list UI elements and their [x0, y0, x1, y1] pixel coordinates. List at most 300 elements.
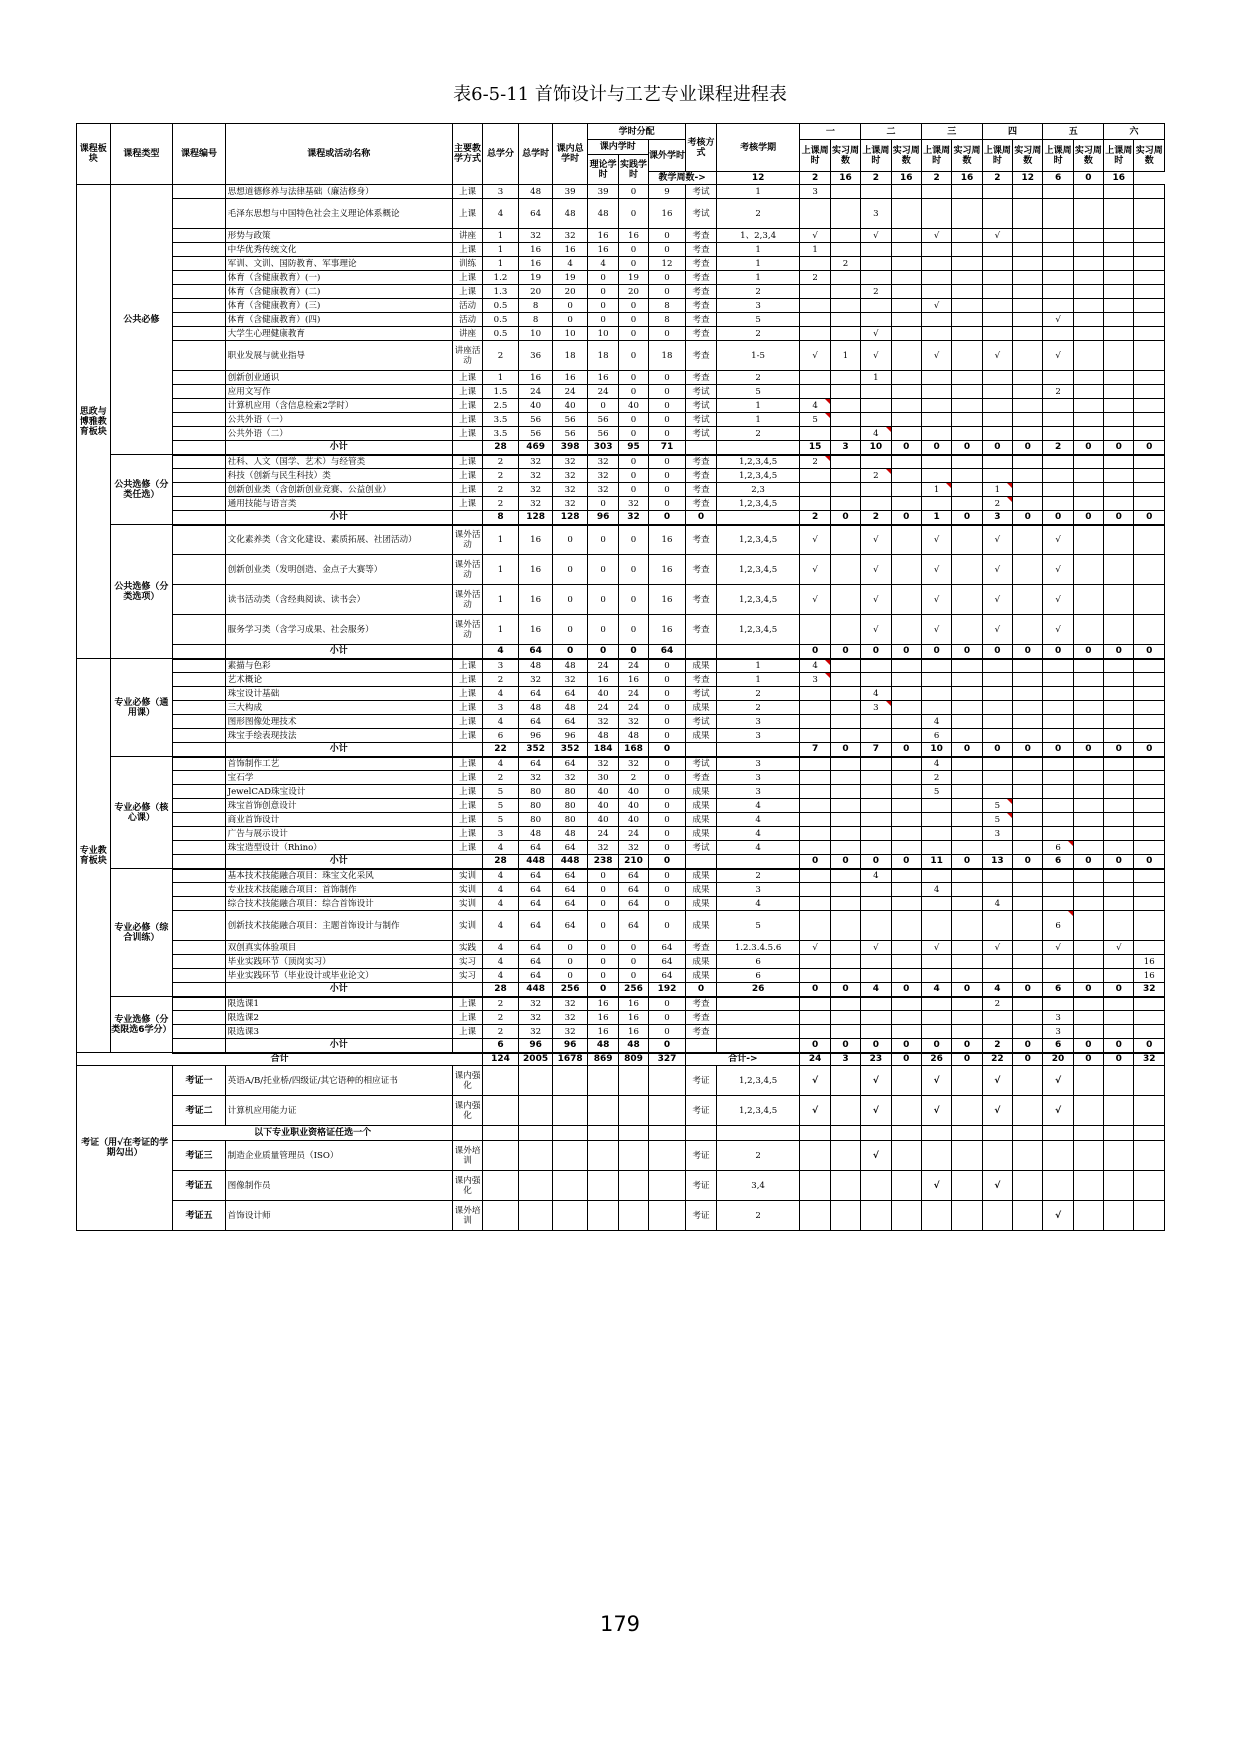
subtotal-value: 96	[518, 1039, 553, 1053]
week-value	[952, 715, 982, 729]
week-value	[891, 385, 921, 399]
board-label: 考证（用√在考证的学期勾出）	[77, 1066, 173, 1231]
theory-hours: 48	[587, 199, 618, 229]
week-value	[921, 659, 951, 673]
week-value: 3	[1043, 1025, 1073, 1039]
week-value	[1043, 413, 1073, 427]
teaching-method: 讲座	[452, 229, 482, 243]
week-value: 5	[921, 785, 951, 799]
outside-hours: 0	[648, 413, 686, 427]
week-value	[1134, 1011, 1165, 1025]
empty-cell	[619, 1126, 648, 1141]
course-code	[173, 511, 225, 525]
cert-week	[1104, 1141, 1134, 1171]
method	[452, 983, 482, 997]
week-value	[1104, 371, 1134, 385]
empty-cell	[553, 1066, 588, 1096]
total-hours: 36	[518, 341, 553, 371]
week-value	[1104, 341, 1134, 371]
credits: 3	[483, 659, 519, 673]
week-value	[952, 897, 982, 911]
subtotal-week: 0	[952, 645, 982, 659]
week-count: 2	[982, 172, 1012, 185]
credits: 4	[483, 199, 519, 229]
subtotal-value: 28	[483, 983, 519, 997]
exam-term: 1,2,3,4,5	[716, 585, 800, 615]
subtotal-week: 0	[952, 441, 982, 455]
exam-method: 考查	[686, 271, 716, 285]
teaching-method: 课内强化	[452, 1171, 482, 1201]
course-name: 读书活动类（含经典阅读、读书会）	[225, 585, 452, 615]
week-value	[1134, 285, 1165, 299]
week-value	[830, 659, 860, 673]
subtotal-week: 0	[800, 1039, 830, 1053]
total-hours: 16	[518, 371, 553, 385]
total-hours: 64	[518, 199, 553, 229]
week-value	[1013, 729, 1043, 743]
cert-week	[952, 1171, 982, 1201]
week-value	[1073, 469, 1103, 483]
table-row	[77, 585, 1165, 615]
empty-cell	[483, 1171, 519, 1201]
week-value	[1134, 659, 1165, 673]
week-value	[891, 371, 921, 385]
theory-hours: 0	[587, 897, 618, 911]
week-value	[921, 799, 951, 813]
credits: 4	[483, 715, 519, 729]
total-hours: 32	[518, 673, 553, 687]
week-value	[891, 199, 921, 229]
course-name: 图形图像处理技术	[225, 715, 452, 729]
practice-hours: 16	[619, 1011, 648, 1025]
week-value	[1134, 813, 1165, 827]
week-value	[1134, 729, 1165, 743]
credits: 0.5	[483, 299, 519, 313]
theory-hours: 10	[587, 327, 618, 341]
table-row	[77, 313, 1165, 327]
total-week: 23	[861, 1053, 891, 1066]
week-value	[921, 285, 951, 299]
course-code	[173, 813, 225, 827]
exam-method: 考查	[686, 771, 716, 785]
credits: 2	[483, 455, 519, 469]
header-teaching-weeks: 教学周数->	[648, 172, 716, 185]
in-class-hours: 80	[553, 813, 588, 827]
week-value	[1073, 869, 1103, 883]
course-code	[173, 911, 225, 941]
practice-hours: 0	[619, 483, 648, 497]
teaching-method: 上课	[452, 715, 482, 729]
total-week: 0	[952, 1053, 982, 1066]
subtotal-value: 448	[518, 855, 553, 869]
empty-cell	[891, 1126, 921, 1141]
week-value	[1013, 229, 1043, 243]
practice-hours: 19	[619, 271, 648, 285]
total-week: 0	[891, 1053, 921, 1066]
course-code	[173, 615, 225, 645]
empty-cell	[587, 1141, 618, 1171]
week-value	[891, 911, 921, 941]
week-value	[952, 185, 982, 199]
exam-term: 3	[716, 883, 800, 897]
header-hours-alloc: 学时分配	[587, 124, 685, 140]
exam-term: 2	[716, 869, 800, 883]
week-value	[1104, 841, 1134, 855]
table-row	[77, 941, 1165, 955]
header-theory: 理论学时	[587, 155, 618, 185]
course-code	[173, 715, 225, 729]
credits: 5	[483, 785, 519, 799]
theory-hours: 24	[587, 659, 618, 673]
subtotal-week: 11	[921, 855, 951, 869]
cert-week	[1104, 1201, 1134, 1231]
exam-method: 成果	[686, 785, 716, 799]
week-value	[1013, 687, 1043, 701]
outside-hours: 0	[648, 701, 686, 715]
header-type: 课程类型	[110, 124, 173, 185]
header-in-class: 课内学时	[587, 140, 648, 155]
empty-cell	[518, 1096, 553, 1126]
empty-cell	[483, 1141, 519, 1171]
week-value	[800, 869, 830, 883]
week-value	[830, 243, 860, 257]
total-hours: 10	[518, 327, 553, 341]
total-hours: 64	[518, 841, 553, 855]
exam-term: 1,2,3,4,5	[716, 615, 800, 645]
subtotal-week: 0	[952, 743, 982, 757]
cert-week	[830, 1096, 860, 1126]
week-value	[982, 371, 1012, 385]
in-class-hours: 32	[553, 1025, 588, 1039]
week-value	[982, 399, 1012, 413]
teaching-method: 课内强化	[452, 1066, 482, 1096]
week-value	[1104, 257, 1134, 271]
course-name: 双创真实体验项目	[225, 941, 452, 955]
empty-cell	[587, 1126, 618, 1141]
empty-cell	[800, 1126, 830, 1141]
exam-term: 4	[716, 799, 800, 813]
subtotal-value	[686, 645, 716, 659]
course-name: JewelCAD珠宝设计	[225, 785, 452, 799]
credits: 4	[483, 969, 519, 983]
outside-hours: 0	[648, 371, 686, 385]
cert-name: 首饰设计师	[225, 1201, 452, 1231]
week-value	[1073, 813, 1103, 827]
week-value: 2	[830, 257, 860, 271]
table-row	[77, 385, 1165, 399]
course-name: 体育（含健康教育）(二)	[225, 285, 452, 299]
week-value	[861, 243, 891, 257]
cert-week	[1104, 1066, 1134, 1096]
practice-hours: 40	[619, 813, 648, 827]
exam-method: 考查	[686, 585, 716, 615]
week-value	[1013, 969, 1043, 983]
week-value	[1134, 585, 1165, 615]
week-value	[891, 715, 921, 729]
week-value	[952, 869, 982, 883]
total-week: 32	[1134, 1053, 1165, 1066]
week-value: 3	[1043, 1011, 1073, 1025]
course-schedule-table	[76, 123, 1165, 1231]
week-value	[891, 841, 921, 855]
outside-hours: 0	[648, 659, 686, 673]
week-value: √	[800, 525, 830, 555]
week-value	[952, 941, 982, 955]
empty-cell	[452, 1126, 482, 1141]
cert-week: √	[921, 1066, 951, 1096]
week-value	[1104, 299, 1134, 313]
subtotal-value: 352	[518, 743, 553, 757]
week-value: √	[921, 941, 951, 955]
in-class-hours: 64	[553, 687, 588, 701]
week-value	[1073, 997, 1103, 1011]
outside-hours: 0	[648, 799, 686, 813]
cert-week	[1073, 1066, 1103, 1096]
table-row	[77, 399, 1165, 413]
week-value	[952, 243, 982, 257]
theory-hours: 4	[587, 257, 618, 271]
in-class-hours: 80	[553, 799, 588, 813]
table-row	[77, 855, 1165, 869]
week-value	[982, 673, 1012, 687]
in-class-hours: 16	[553, 371, 588, 385]
week-value	[830, 413, 860, 427]
week-value	[891, 469, 921, 483]
week-value	[891, 483, 921, 497]
method	[452, 645, 482, 659]
week-value	[1043, 799, 1073, 813]
exam-term: 1	[716, 257, 800, 271]
credits: 5	[483, 799, 519, 813]
theory-hours: 56	[587, 427, 618, 441]
exam-term: 1	[716, 413, 800, 427]
cert-week	[1013, 1096, 1043, 1126]
week-value	[891, 701, 921, 715]
method	[452, 743, 482, 757]
exam-term: 1	[716, 673, 800, 687]
total-hours: 32	[518, 483, 553, 497]
subtotal-week: 0	[1104, 855, 1134, 869]
credits: 5	[483, 813, 519, 827]
week-value	[1104, 869, 1134, 883]
subtotal-value: 4	[483, 645, 519, 659]
theory-hours: 0	[587, 399, 618, 413]
week-value	[1104, 585, 1134, 615]
exam-method: 考查	[686, 257, 716, 271]
week-value	[1043, 715, 1073, 729]
exam-method: 考查	[686, 341, 716, 371]
course-name: 综合技术技能融合项目：综合首饰设计	[225, 897, 452, 911]
practice-hours: 16	[619, 1025, 648, 1039]
cert-week: √	[921, 1171, 951, 1201]
practice-hours: 32	[619, 715, 648, 729]
empty-cell	[619, 1171, 648, 1201]
week-value	[861, 757, 891, 771]
table-row	[77, 1025, 1165, 1039]
exam-term: 3	[716, 785, 800, 799]
cert-week: √	[1043, 1201, 1073, 1231]
empty-cell	[648, 1141, 686, 1171]
course-code	[173, 955, 225, 969]
total-value: 869	[587, 1053, 618, 1066]
week-value	[830, 827, 860, 841]
subtotal-week: 0	[1134, 645, 1165, 659]
theory-hours: 40	[587, 785, 618, 799]
course-name: 通用技能与语言类	[225, 497, 452, 511]
course-code	[173, 271, 225, 285]
course-code	[173, 827, 225, 841]
subtotal-value: 26	[716, 983, 800, 997]
week-value	[1013, 555, 1043, 585]
week-count: 12	[716, 172, 800, 185]
exam-method: 考查	[686, 455, 716, 469]
table-row	[77, 687, 1165, 701]
week-value	[921, 911, 951, 941]
subtotal-value: 64	[648, 645, 686, 659]
exam-method: 考证	[686, 1171, 716, 1201]
week-value	[1134, 199, 1165, 229]
subtotal-week: 0	[1013, 743, 1043, 757]
subtotal-week: 0	[1013, 983, 1043, 997]
subtotal-value: 0	[686, 983, 716, 997]
week-value	[921, 427, 951, 441]
total-value: 327	[648, 1053, 686, 1066]
subtotal-week: 4	[921, 983, 951, 997]
course-name: 思想道德修养与法律基础（廉洁修身）	[225, 185, 452, 199]
theory-hours: 16	[587, 229, 618, 243]
empty-cell	[648, 1126, 686, 1141]
subtotal-week: 0	[1073, 983, 1103, 997]
week-value	[891, 997, 921, 1011]
week-value: √	[861, 615, 891, 645]
course-name: 素描与色彩	[225, 659, 452, 673]
exam-term: 3	[716, 299, 800, 313]
total-hours: 32	[518, 229, 553, 243]
week-value	[1134, 243, 1165, 257]
week-value	[891, 327, 921, 341]
week-value	[800, 911, 830, 941]
in-class-hours: 64	[553, 841, 588, 855]
week-value	[921, 257, 951, 271]
table-row	[77, 341, 1165, 371]
week-value: 3	[800, 185, 830, 199]
total-hours: 64	[518, 955, 553, 969]
total-hours: 16	[518, 257, 553, 271]
total-hours: 32	[518, 1011, 553, 1025]
week-value	[830, 997, 860, 1011]
exam-method: 考查	[686, 555, 716, 585]
teaching-method: 课外培训	[452, 1141, 482, 1171]
subtotal-label: 小计	[225, 441, 452, 455]
table-row	[77, 645, 1165, 659]
week-value	[800, 385, 830, 399]
week-value	[1073, 285, 1103, 299]
theory-hours: 40	[587, 687, 618, 701]
week-value	[921, 955, 951, 969]
course-code	[173, 427, 225, 441]
week-value	[1043, 997, 1073, 1011]
exam-term: 6	[716, 969, 800, 983]
credits: 2	[483, 497, 519, 511]
in-class-hours: 32	[553, 771, 588, 785]
empty-cell	[518, 1171, 553, 1201]
week-value	[952, 785, 982, 799]
empty-cell	[518, 1126, 553, 1141]
week-value	[952, 841, 982, 855]
exam-method: 考试	[686, 841, 716, 855]
week-value: 6	[921, 729, 951, 743]
week-count: 2	[921, 172, 951, 185]
week-value	[952, 341, 982, 371]
exam-method: 成果	[686, 701, 716, 715]
total-hours: 80	[518, 799, 553, 813]
week-value	[982, 715, 1012, 729]
week-value	[982, 427, 1012, 441]
week-value	[921, 1011, 951, 1025]
exam-method: 考查	[686, 525, 716, 555]
subtotal-week: 0	[1043, 743, 1073, 757]
total-week: 26	[921, 1053, 951, 1066]
week-value: √	[861, 585, 891, 615]
cert-week	[1073, 1096, 1103, 1126]
week-value	[1073, 585, 1103, 615]
week-value	[1134, 827, 1165, 841]
course-code	[173, 243, 225, 257]
cert-week: √	[921, 1096, 951, 1126]
practice-hours: 0	[619, 455, 648, 469]
table-row	[77, 701, 1165, 715]
subtotal-value: 95	[619, 441, 648, 455]
course-name: 计算机应用（含信息检索2学时）	[225, 399, 452, 413]
week-value	[1043, 497, 1073, 511]
exam-method: 成果	[686, 729, 716, 743]
course-code	[173, 469, 225, 483]
table-row	[77, 997, 1165, 1011]
week-value	[952, 385, 982, 399]
exam-term: 1、2,3,4	[716, 229, 800, 243]
week-value: 1	[921, 483, 951, 497]
course-code	[173, 385, 225, 399]
course-name: 大学生心理健康教育	[225, 327, 452, 341]
week-value	[982, 771, 1012, 785]
week-value	[861, 771, 891, 785]
week-value	[1104, 757, 1134, 771]
exam-method: 成果	[686, 799, 716, 813]
practice-hours: 0	[619, 525, 648, 555]
week-value	[982, 385, 1012, 399]
week-value: √	[1043, 341, 1073, 371]
practice-hours: 0	[619, 969, 648, 983]
total-hours: 32	[518, 469, 553, 483]
subtotal-value: 64	[518, 645, 553, 659]
exam-term: 5	[716, 911, 800, 941]
subtotal-value: 352	[553, 743, 588, 757]
outside-hours: 8	[648, 313, 686, 327]
in-class-hours: 4	[553, 257, 588, 271]
subtotal-week: 0	[1073, 645, 1103, 659]
cert-week	[1134, 1201, 1165, 1231]
subtotal-value: 96	[587, 511, 618, 525]
week-value	[1013, 341, 1043, 371]
teaching-method: 训练	[452, 257, 482, 271]
week-value	[800, 469, 830, 483]
course-name: 科技（创新与民生科技）类	[225, 469, 452, 483]
table-row	[77, 869, 1165, 883]
theory-hours: 0	[587, 883, 618, 897]
theory-hours: 16	[587, 997, 618, 1011]
week-value	[1073, 497, 1103, 511]
total-hours: 64	[518, 883, 553, 897]
